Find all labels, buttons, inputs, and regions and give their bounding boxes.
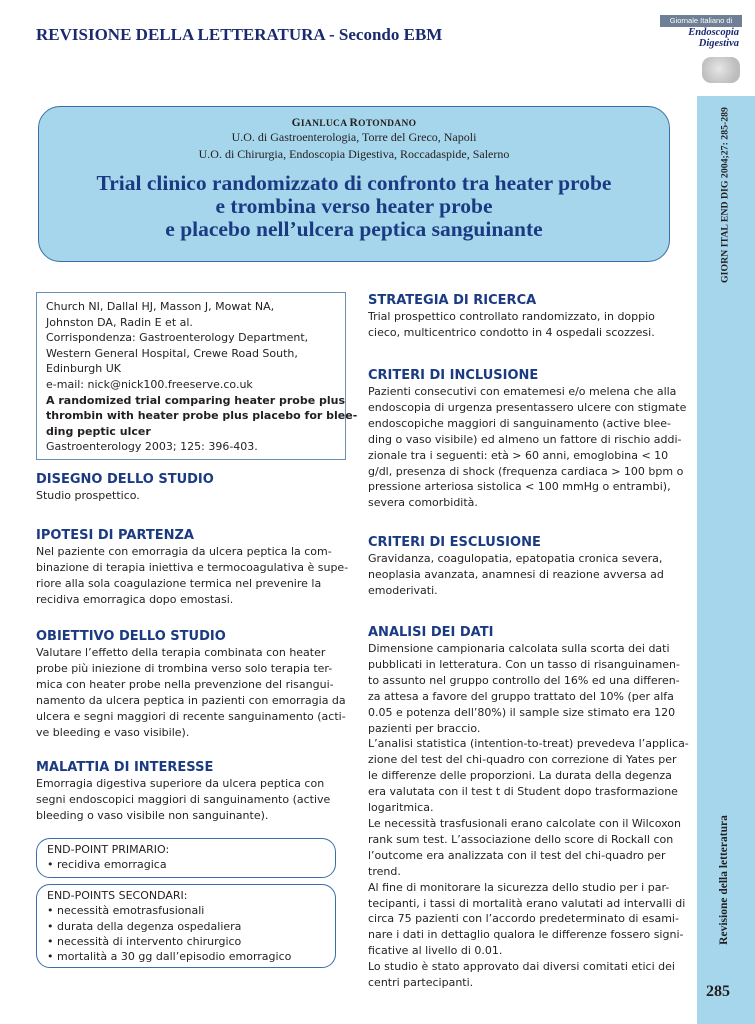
section-heading: IPOTESI DI PARTENZA bbox=[36, 528, 194, 543]
citation-line: Church NI, Dallal HJ, Masson J, Mowat NA, bbox=[46, 300, 275, 313]
section-heading: CRITERI DI INCLUSIONE bbox=[368, 368, 539, 383]
section-body: Pazienti consecutivi con ematemesi e/o melena che alla endoscopia di urgenza presentassero ulcere con stigmate endoscopiche maggiori di sanguinamento (active blee- ding o vaso visibile) ed almeno un fattore di rischio addi- zionale tra i seguenti: età > 60 anni, emoglobina < 10 g/dl, presenza di shock (frequenza cardiaca > 100 bpm o pressione arteriosa sistolica < 100 mmHg o entrambi), severa comorbidità. bbox=[368, 385, 687, 510]
section-obiettivo bbox=[36, 629, 346, 740]
section-body: Valutare l’effetto della terapia combinata con heater probe più iniezione di trombina verso solo terapia ter- mica con heater probe nella prevenzione del risangui- namento da ulcera peptica in pazienti con emorragia da ulcera e segni maggiori di recente sanguinamento (acti- ve bleeding e vaso visibile). bbox=[36, 646, 346, 739]
citation-title: thrombin with heater probe plus placebo for blee- bbox=[46, 409, 358, 423]
citation-line: Western General Hospital, Crewe Road South, bbox=[46, 346, 298, 360]
logo-stomach-image bbox=[702, 57, 740, 83]
logo-line-1: Endoscopia bbox=[688, 27, 739, 38]
citation-line: Edinburgh UK bbox=[46, 362, 121, 376]
citation-box bbox=[36, 292, 358, 460]
section-heading: OBIETTIVO DELLO STUDIO bbox=[36, 629, 226, 644]
page-number: 285 bbox=[706, 983, 730, 1000]
section-body: Emorragia digestiva superiore da ulcera peptica con segni endoscopici maggiori di sanguinamento (active bleeding o vaso visibile non sanguinante). bbox=[36, 777, 331, 822]
author-name: GIANLUCA ROTONDANO bbox=[291, 117, 417, 129]
logo-line-2: Digestiva bbox=[698, 38, 739, 49]
citation-email: e-mail: nick@nick100.freeserve.co.uk bbox=[46, 377, 253, 391]
section-inclusione bbox=[368, 368, 686, 511]
section-body: Gravidanza, coagulopatia, epatopatia cronica severa, neoplasia avanzata, anamnesi di reazione avversa ad emoderivati. bbox=[368, 552, 664, 597]
endpoint-item: • mortalità a 30 gg dall’episodio emorragico bbox=[47, 950, 292, 964]
section-body: Trial prospettico controllato randomizzato, in doppio cieco, multicentrico condotto in 4 ospedali scozzesi. bbox=[368, 310, 655, 339]
section-header-title: REVISIONE DELLA LETTERATURA - Secondo EBM bbox=[36, 25, 443, 44]
section-malattia bbox=[36, 760, 346, 824]
citation-title: ding peptic ulcer bbox=[46, 424, 151, 438]
journal-logo bbox=[660, 15, 742, 85]
citation-line: Johnston DA, Radin E et al. bbox=[46, 315, 193, 329]
endpoint-item: • necessità di intervento chirurgico bbox=[47, 934, 242, 948]
citation-title: A randomized trial comparing heater probe plus bbox=[46, 393, 346, 407]
citation-line: Corrispondenza: Gastroenterology Department, bbox=[46, 331, 309, 345]
endpoint-item: • recidiva emorragica bbox=[47, 858, 167, 872]
endpoint-item: • durata della degenza ospedaliera bbox=[47, 919, 242, 933]
section-heading: CRITERI DI ESCLUSIONE bbox=[368, 535, 541, 550]
article-title: Trial clinico randomizzato di confronto tra heater probe e trombina verso heater probe e placebo nell’ulcera peptica sanguinante bbox=[96, 171, 612, 241]
endpoint-item: • necessità emotrasfusionali bbox=[47, 904, 205, 918]
affiliation-1: U.O. di Gastroenterologia, Torre del Greco, Napoli bbox=[231, 130, 477, 144]
logo-top-label: Giornale Italiano di bbox=[660, 15, 742, 27]
citation-journal: Gastroenterology 2003; 125: 396-403. bbox=[46, 440, 258, 454]
section-analisi bbox=[368, 625, 689, 991]
section-heading: ANALISI DEI DATI bbox=[368, 625, 494, 640]
journal-reference: GIORN ITAL END DIG 2004;27: 285-289 bbox=[719, 107, 731, 283]
section-ipotesi bbox=[36, 528, 349, 608]
endpoint-primary-heading: END-POINT PRIMARIO: bbox=[47, 843, 170, 856]
affiliation-2: U.O. di Chirurgia, Endoscopia Digestiva, Roccadaspide, Salerno bbox=[198, 147, 510, 161]
article-title-box bbox=[38, 106, 670, 262]
endpoint-secondary-box bbox=[36, 884, 336, 968]
section-esclusione bbox=[368, 535, 686, 599]
section-body: Dimensione campionaria calcolata sulla scorta dei dati pubblicati in letteratura. Con un tasso di risanguinamen- to assunto nel gruppo controllo del 16% ed una differen- za attesa a favore del gruppo trattato del 10% (per alfa 0.05 e potenza dell’80%) il sample size stimato era 120 pazienti per braccio. L’analisi statistica (intention-to-treat) prevedeva l’applica- zione del test del chi-quadro con correzione di Yates per le differenze delle proporzioni. La durata della degenza era valutata con il test t di Student dopo trasformazione logaritmica. Le necessità trasfusionali erano calcolate con il Wilcoxon rank sum test. L’associazione dello score di Rockall con l’outcome era analizzata con il test del chi-quadro per trend. Al fine di monitorare la sicurezza dello studio per i par- tecipanti, i tassi di mortalità erano valutati ad intervalli di circa 75 pazienti con l’accordo predeterminato di esami- nare i dati in dettaglio qualora le differenze fossero signi- ficative al livello di 0.01. Lo studio è stato approvato dai diversi comitati etici dei centri partecipanti. bbox=[368, 642, 689, 990]
section-body: Studio prospettico. bbox=[36, 489, 140, 502]
section-heading: STRATEGIA DI RICERCA bbox=[368, 293, 537, 308]
endpoint-secondary-heading: END-POINTS SECONDARI: bbox=[47, 889, 188, 902]
section-side-label: Revisione della letteratura bbox=[718, 815, 730, 945]
section-disegno bbox=[36, 472, 346, 504]
section-strategia bbox=[368, 293, 686, 341]
section-heading: MALATTIA DI INTERESSE bbox=[36, 760, 214, 775]
endpoint-primary-box bbox=[36, 838, 336, 878]
section-body: Nel paziente con emorragia da ulcera peptica la com- binazione di terapia iniettiva e termocoagulativa è supe- riore alla sola coagulazione termica nel prevenire la recidiva emorragica dopo emostasi. bbox=[36, 545, 349, 606]
section-heading: DISEGNO DELLO STUDIO bbox=[36, 472, 214, 487]
